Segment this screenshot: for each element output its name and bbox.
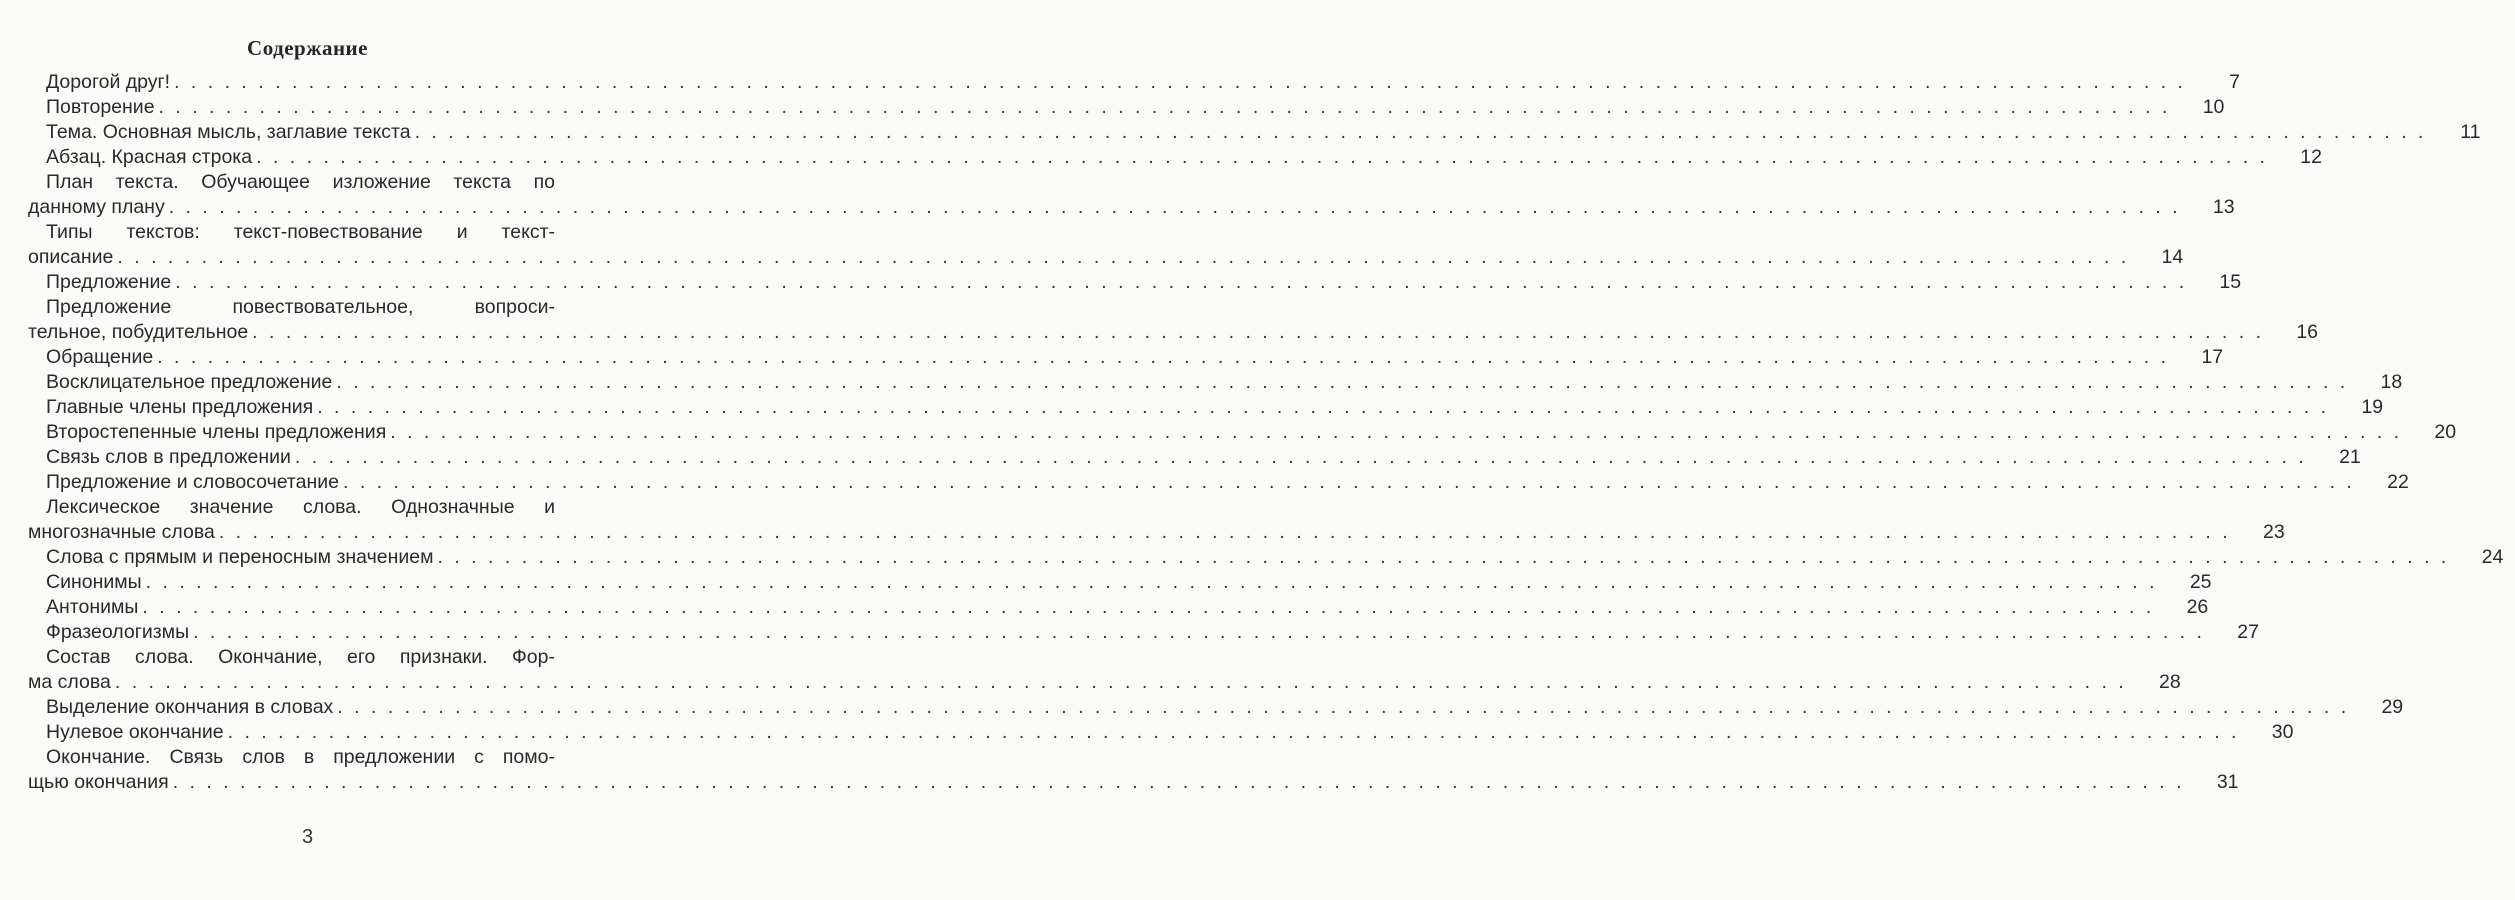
- toc-entry: [0, 620, 2259, 645]
- toc-entry-title: Тема. Основная мысль, заглавие текста: [46, 121, 411, 143]
- toc-entry: [0, 720, 2294, 745]
- toc-entry-title: Выделение окончания в словах: [46, 696, 334, 718]
- toc-entry: [0, 645, 2181, 695]
- dot-leader: . . . . . . . . . . . . . . . . . . . . . . . . . . . . . . . . . . . . . . . . . . . . . . . . . . . . . . . . . . . . . . . . . . . . . . . . . . . . . . . . . . . . . . . . . . . . . . . . . . . . . . . . . . . . . . . . . . . . . . . .: [145, 571, 2158, 593]
- page-title: Содержание: [247, 36, 368, 60]
- toc-entry: [0, 345, 2224, 370]
- toc-entry-title: Фразеологизмы: [46, 621, 190, 643]
- toc-entry: [0, 270, 2242, 295]
- toc-entry: [0, 295, 2319, 345]
- dot-leader: . . . . . . . . . . . . . . . . . . . . . . . . . . . . . . . . . . . . . . . . . . . . . . . . . . . . . . . . . . . . . . . . . . . . . . . . . . . . . . . . . . . . . . . . . . . . . . . . . . . . . . . . . . . . . . . . . . . . . . . .: [256, 146, 2268, 168]
- toc-entry-line: [0, 695, 2404, 720]
- toc-entry-line: [0, 645, 615, 670]
- toc-page-number: 18: [2380, 371, 2403, 393]
- toc-page-number: 16: [2296, 321, 2319, 343]
- toc-entry-title: Повторение: [46, 96, 155, 118]
- toc-page-number: 17: [2201, 346, 2224, 368]
- toc-page-number: 25: [2189, 571, 2212, 593]
- toc-page-number: 19: [2361, 396, 2384, 418]
- toc-page-number: 24: [2481, 546, 2504, 568]
- toc-entry: [0, 695, 2404, 720]
- toc-entry: [0, 95, 2225, 120]
- toc-entry-title: ма слова: [28, 671, 111, 693]
- toc-entry-title: Второстепенные члены предложения: [46, 421, 387, 443]
- toc-entry-line: [0, 170, 615, 195]
- toc-entry-line: [0, 720, 2294, 745]
- toc-entry: [0, 145, 2322, 170]
- toc-page-number: 31: [2216, 771, 2239, 793]
- toc-entry: [0, 395, 2384, 420]
- toc-entry-title: Синонимы: [46, 571, 142, 593]
- toc-entry-line: [0, 370, 2403, 395]
- toc-page-number: 13: [2212, 196, 2235, 218]
- dot-leader: . . . . . . . . . . . . . . . . . . . . . . . . . . . . . . . . . . . . . . . . . . . . . . . . . . . . . . . . . . . . . . . . . . . . . . . . . . . . . . . . . . . . . . . . . . . . . . . . . . . . . . . . . . . . . . . . . . . . . . . .: [218, 521, 2231, 543]
- dot-leader: . . . . . . . . . . . . . . . . . . . . . . . . . . . . . . . . . . . . . . . . . . . . . . . . . . . . . . . . . . . . . . . . . . . . . . . . . . . . . . . . . . . . . . . . . . . . . . . . . . . . . . . . . . . . . . . . . . . . . . . .: [172, 771, 2185, 793]
- dot-leader: . . . . . . . . . . . . . . . . . . . . . . . . . . . . . . . . . . . . . . . . . . . . . . . . . . . . . . . . . . . . . . . . . . . . . . . . . . . . . . . . . . . . . . . . . . . . . . . . . . . . . . . . . . . . . . . . . . . . . . . .: [437, 546, 2450, 568]
- toc-entry-line: [0, 470, 2409, 495]
- toc-page-number: 27: [2237, 621, 2259, 643]
- toc-page-number: 26: [2186, 596, 2209, 618]
- dot-leader: . . . . . . . . . . . . . . . . . . . . . . . . . . . . . . . . . . . . . . . . . . . . . . . . . . . . . . . . . . . . . . . . . . . . . . . . . . . . . . . . . . . . . . . . . . . . . . . . . . . . . . . . . . . . . . . . . . . . . . . .: [158, 96, 2171, 118]
- toc-page-number: 12: [2300, 146, 2322, 168]
- toc-entry: [0, 595, 2209, 620]
- toc-entry-line: [0, 145, 2322, 170]
- toc-entry: [0, 545, 2504, 570]
- toc-entry: [0, 420, 2457, 445]
- toc-entry-title: Состав слова. Окончание, его признаки. Фор-: [46, 646, 555, 668]
- toc-entry: [0, 70, 2240, 95]
- toc-entry: [0, 120, 2481, 145]
- toc-entry-title: Абзац. Красная строка: [46, 146, 253, 168]
- toc-entry-title: Антонимы: [46, 596, 139, 618]
- toc-entry-line: [0, 570, 2212, 595]
- toc-page-number: 15: [2219, 271, 2242, 293]
- toc-entry-title: Предложение повествовательное, вопроси-: [46, 296, 555, 318]
- toc-page-number: 22: [2387, 471, 2409, 493]
- toc-page-number: 23: [2262, 521, 2285, 543]
- toc-entry-title: Лексическое значение слова. Однозначные и: [46, 496, 555, 518]
- toc-page-number: 28: [2159, 671, 2181, 693]
- toc-entry-line: [0, 295, 615, 320]
- toc-entry-line: [0, 345, 2224, 370]
- toc-entry-line: [0, 420, 2457, 445]
- toc-entry-title: данному плану: [28, 196, 165, 218]
- toc-entry-title: План текста. Обучающее изложение текста по: [46, 171, 555, 193]
- toc-entry-line: [0, 220, 615, 245]
- toc-entry-title: Предложение: [46, 271, 172, 293]
- toc-entry-line: [0, 70, 2240, 95]
- dot-leader: . . . . . . . . . . . . . . . . . . . . . . . . . . . . . . . . . . . . . . . . . . . . . . . . . . . . . . . . . . . . . . . . . . . . . . . . . . . . . . . . . . . . . . . . . . . . . . . . . . . . . . . . . . . . . . . . . . . . . . . .: [343, 471, 2355, 493]
- dot-leader: . . . . . . . . . . . . . . . . . . . . . . . . . . . . . . . . . . . . . . . . . . . . . . . . . . . . . . . . . . . . . . . . . . . . . . . . . . . . . . . . . . . . . . . . . . . . . . . . . . . . . . . . . . . . . . . . . . . . . . . .: [157, 346, 2170, 368]
- toc-entry: [0, 745, 2239, 795]
- dot-leader: . . . . . . . . . . . . . . . . . . . . . . . . . . . . . . . . . . . . . . . . . . . . . . . . . . . . . . . . . . . . . . . . . . . . . . . . . . . . . . . . . . . . . . . . . . . . . . . . . . . . . . . . . . . . . . . . . . . . . . . .: [142, 596, 2155, 618]
- dot-leader: . . . . . . . . . . . . . . . . . . . . . . . . . . . . . . . . . . . . . . . . . . . . . . . . . . . . . . . . . . . . . . . . . . . . . . . . . . . . . . . . . . . . . . . . . . . . . . . . . . . . . . . . . . . . . . . . . . . . . . . .: [337, 696, 2350, 718]
- dot-leader: . . . . . . . . . . . . . . . . . . . . . . . . . . . . . . . . . . . . . . . . . . . . . . . . . . . . . . . . . . . . . . . . . . . . . . . . . . . . . . . . . . . . . . . . . . . . . . . . . . . . . . . . . . . . . . . . . . . . . . . .: [114, 671, 2127, 693]
- toc-entry-title: описание: [28, 246, 114, 268]
- toc-entry: [0, 570, 2212, 595]
- page-folio: 3: [301, 826, 314, 848]
- toc-entry-title: многозначные слова: [28, 521, 215, 543]
- toc-entry-line: [0, 270, 2242, 295]
- dot-leader: . . . . . . . . . . . . . . . . . . . . . . . . . . . . . . . . . . . . . . . . . . . . . . . . . . . . . . . . . . . . . . . . . . . . . . . . . . . . . . . . . . . . . . . . . . . . . . . . . . . . . . . . . . . . . . . . . . . . . . . .: [117, 246, 2130, 268]
- toc-entry-line: [0, 670, 2181, 695]
- dot-leader: . . . . . . . . . . . . . . . . . . . . . . . . . . . . . . . . . . . . . . . . . . . . . . . . . . . . . . . . . . . . . . . . . . . . . . . . . . . . . . . . . . . . . . . . . . . . . . . . . . . . . . . . . . . . . . . . . . . . . . . .: [414, 121, 2427, 143]
- dot-leader: . . . . . . . . . . . . . . . . . . . . . . . . . . . . . . . . . . . . . . . . . . . . . . . . . . . . . . . . . . . . . . . . . . . . . . . . . . . . . . . . . . . . . . . . . . . . . . . . . . . . . . . . . . . . . . . . . . . . . . . .: [174, 71, 2186, 93]
- toc-entry-line: [0, 245, 2184, 270]
- dot-leader: . . . . . . . . . . . . . . . . . . . . . . . . . . . . . . . . . . . . . . . . . . . . . . . . . . . . . . . . . . . . . . . . . . . . . . . . . . . . . . . . . . . . . . . . . . . . . . . . . . . . . . . . . . . . . . . . . . . . . . . .: [168, 196, 2181, 218]
- toc-entry: [0, 170, 2235, 220]
- toc-entry-title: Типы текстов: текст-повествование и текст-: [46, 221, 555, 243]
- table-of-contents: [0, 70, 2504, 795]
- toc-page-number: 21: [2339, 446, 2361, 468]
- toc-entry-title: тельное, побудительное: [28, 321, 249, 343]
- toc-entry-title: Восклицательное предложение: [46, 371, 333, 393]
- toc-entry: [0, 495, 2285, 545]
- toc-entry-title: Дорогой друг!: [46, 71, 171, 93]
- toc-entry-line: [0, 520, 2285, 545]
- toc-entry-line: [0, 445, 2361, 470]
- toc-page-number: 30: [2271, 721, 2294, 743]
- dot-leader: . . . . . . . . . . . . . . . . . . . . . . . . . . . . . . . . . . . . . . . . . . . . . . . . . . . . . . . . . . . . . . . . . . . . . . . . . . . . . . . . . . . . . . . . . . . . . . . . . . . . . . . . . . . . . . . . . . . . . . . .: [252, 321, 2265, 343]
- toc-page-number: 11: [2460, 121, 2481, 143]
- toc-page-number: 10: [2202, 96, 2225, 118]
- toc-entry-line: [0, 620, 2259, 645]
- toc-entry-line: [0, 120, 2481, 145]
- toc-page-number: 14: [2161, 246, 2184, 268]
- toc-entry: [0, 445, 2361, 470]
- toc-entry-title: Слова с прямым и переносным значением: [46, 546, 434, 568]
- toc-entry-line: [0, 745, 615, 770]
- toc-page-number: 20: [2434, 421, 2457, 443]
- toc-entry-line: [0, 770, 2239, 795]
- toc-entry-title: Окончание. Связь слов в предложении с помо-: [46, 746, 555, 768]
- toc-entry-line: [0, 595, 2209, 620]
- toc-entry-line: [0, 195, 2235, 220]
- toc-page-number: 7: [2229, 71, 2240, 93]
- dot-leader: . . . . . . . . . . . . . . . . . . . . . . . . . . . . . . . . . . . . . . . . . . . . . . . . . . . . . . . . . . . . . . . . . . . . . . . . . . . . . . . . . . . . . . . . . . . . . . . . . . . . . . . . . . . . . . . . . . . . . . . .: [294, 446, 2307, 468]
- toc-entry: [0, 220, 2184, 270]
- toc-entry-title: щью окончания: [28, 771, 169, 793]
- toc-entry-title: Связь слов в предложении: [46, 446, 291, 468]
- toc-entry-line: [0, 545, 2504, 570]
- toc-entry: [0, 470, 2409, 495]
- toc-entry-title: Главные члены предложения: [46, 396, 314, 418]
- toc-page-number: 29: [2381, 696, 2404, 718]
- dot-leader: . . . . . . . . . . . . . . . . . . . . . . . . . . . . . . . . . . . . . . . . . . . . . . . . . . . . . . . . . . . . . . . . . . . . . . . . . . . . . . . . . . . . . . . . . . . . . . . . . . . . . . . . . . . . . . . . . . . . . . . .: [175, 271, 2188, 293]
- toc-entry-line: [0, 395, 2384, 420]
- dot-leader: . . . . . . . . . . . . . . . . . . . . . . . . . . . . . . . . . . . . . . . . . . . . . . . . . . . . . . . . . . . . . . . . . . . . . . . . . . . . . . . . . . . . . . . . . . . . . . . . . . . . . . . . . . . . . . . . . . . . . . . .: [227, 721, 2240, 743]
- toc-entry-title: Предложение и словосочетание: [46, 471, 339, 493]
- dot-leader: . . . . . . . . . . . . . . . . . . . . . . . . . . . . . . . . . . . . . . . . . . . . . . . . . . . . . . . . . . . . . . . . . . . . . . . . . . . . . . . . . . . . . . . . . . . . . . . . . . . . . . . . . . . . . . . . . . . . . . . .: [390, 421, 2403, 443]
- dot-leader: . . . . . . . . . . . . . . . . . . . . . . . . . . . . . . . . . . . . . . . . . . . . . . . . . . . . . . . . . . . . . . . . . . . . . . . . . . . . . . . . . . . . . . . . . . . . . . . . . . . . . . . . . . . . . . . . . . . . . . . .: [193, 621, 2205, 643]
- toc-entry-line: [0, 495, 615, 520]
- toc-entry: [0, 370, 2403, 395]
- toc-entry-title: Нулевое окончание: [46, 721, 224, 743]
- toc-entry-line: [0, 95, 2225, 120]
- dot-leader: . . . . . . . . . . . . . . . . . . . . . . . . . . . . . . . . . . . . . . . . . . . . . . . . . . . . . . . . . . . . . . . . . . . . . . . . . . . . . . . . . . . . . . . . . . . . . . . . . . . . . . . . . . . . . . . . . . . . . . . .: [317, 396, 2330, 418]
- toc-entry-line: [0, 320, 2319, 345]
- dot-leader: . . . . . . . . . . . . . . . . . . . . . . . . . . . . . . . . . . . . . . . . . . . . . . . . . . . . . . . . . . . . . . . . . . . . . . . . . . . . . . . . . . . . . . . . . . . . . . . . . . . . . . . . . . . . . . . . . . . . . . . .: [336, 371, 2349, 393]
- toc-entry-title: Обращение: [46, 346, 154, 368]
